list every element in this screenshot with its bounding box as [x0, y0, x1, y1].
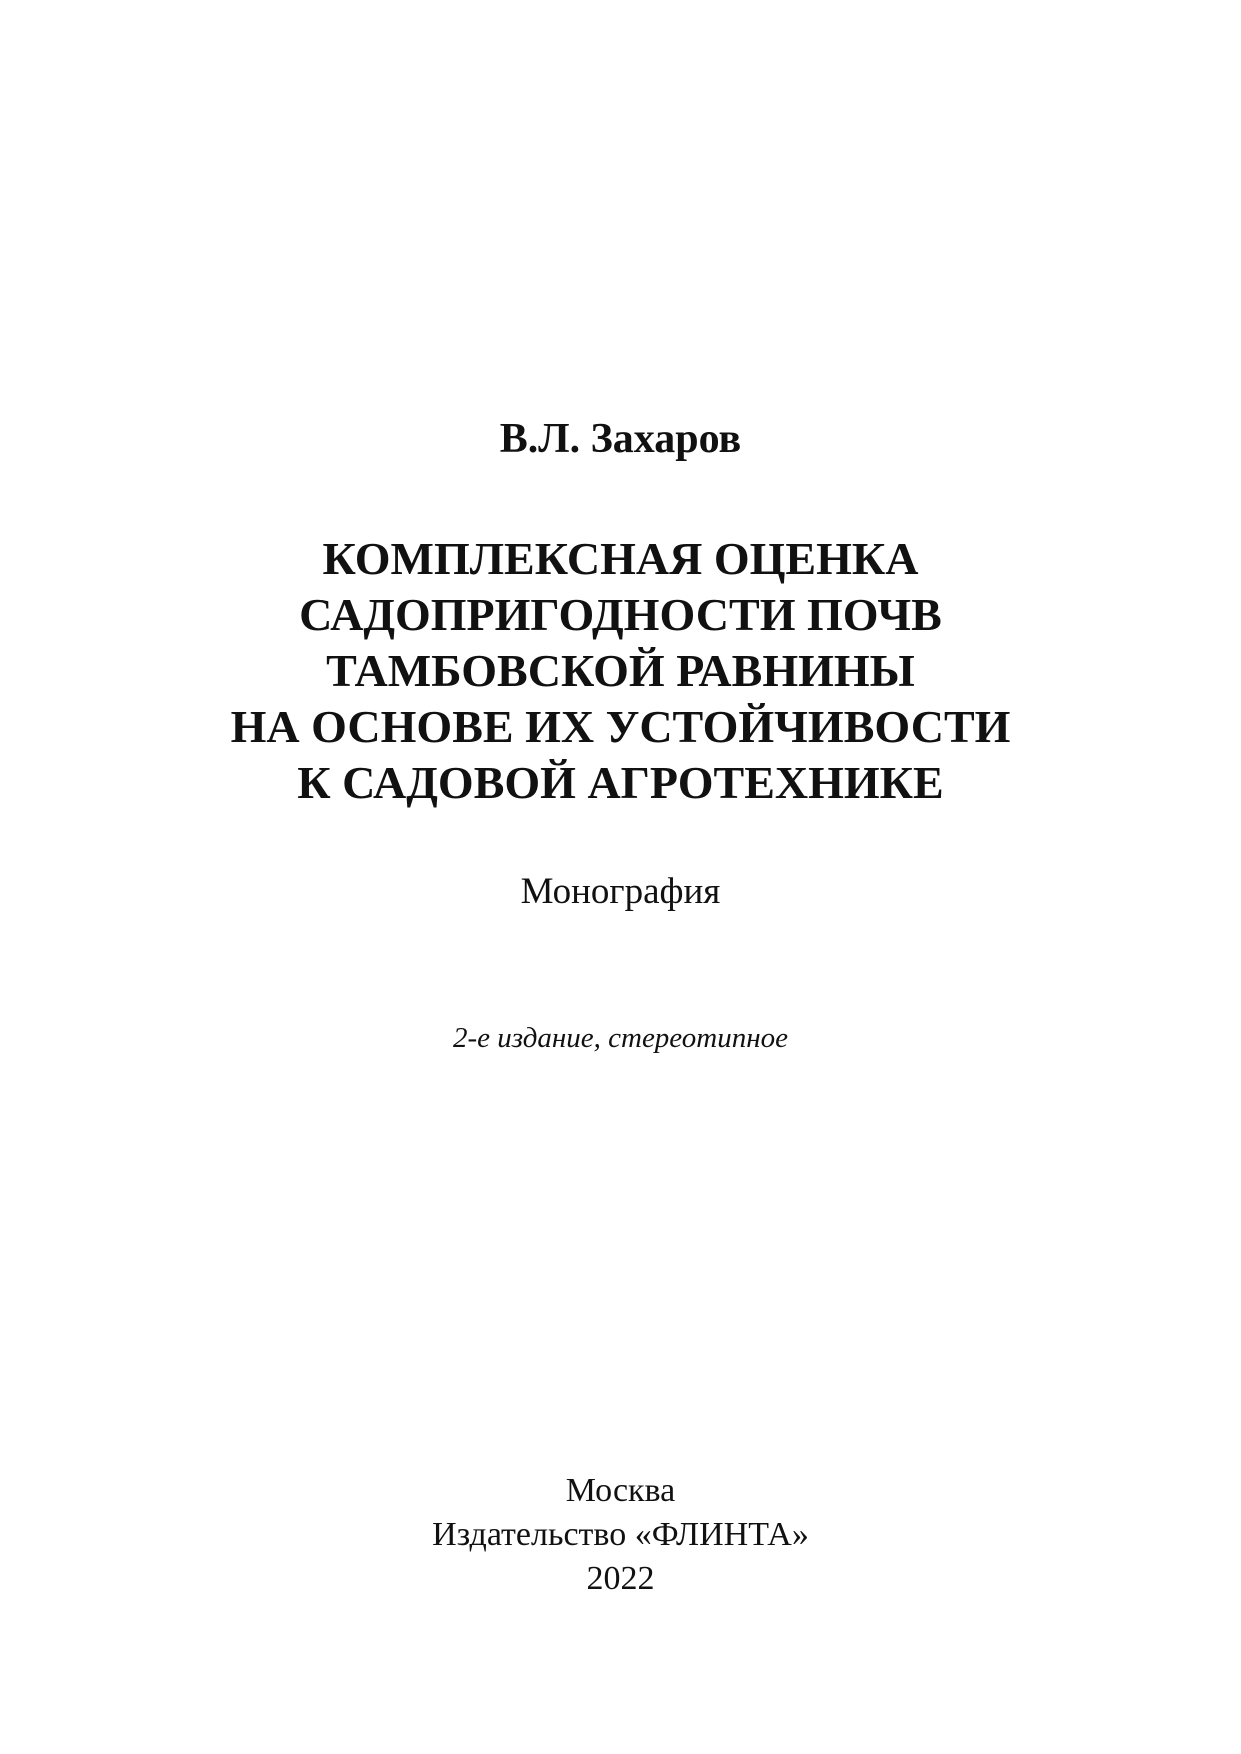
imprint-publisher: Издательство «ФЛИНТА» [432, 1516, 809, 1553]
title-line: КОМПЛЕКСНАЯ ОЦЕНКА [322, 533, 919, 584]
title-line: ТАМБОВСКОЙ РАВНИНЫ [326, 645, 915, 696]
title-line: К САДОВОЙ АГРОТЕХНИКЕ [297, 757, 944, 808]
book-title [0, 531, 1241, 811]
imprint-year: 2022 [586, 1560, 655, 1597]
imprint-city: Москва [565, 1472, 676, 1509]
author-name: В.Л. Захаров [499, 416, 742, 462]
title-line: НА ОСНОВЕ ИХ УСТОЙЧИВОСТИ [230, 701, 1011, 752]
title-line: САДОПРИГОДНОСТИ ПОЧВ [299, 589, 942, 640]
edition-note: 2-е издание, стереотипное [452, 1022, 788, 1054]
imprint [0, 1469, 1241, 1601]
book-genre: Монография [520, 871, 721, 912]
